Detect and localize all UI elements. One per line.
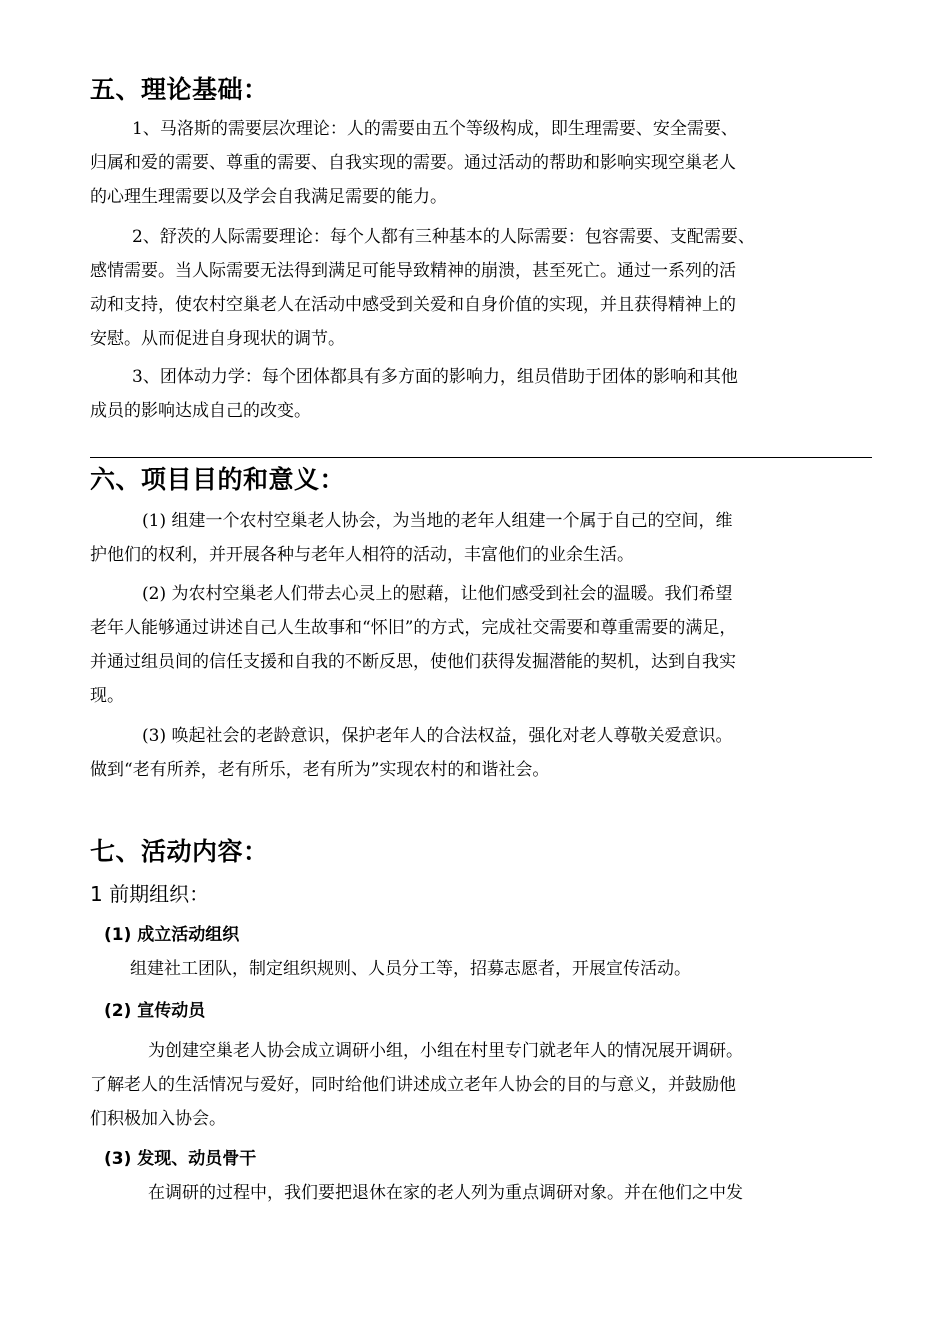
paragraph-establish [90,952,691,986]
text-line: 为创建空巢老人协会成立调研小组，小组在村里专门就老年人的情况展开调研。 [148,1041,743,1061]
item-heading-establish: (1) 成立活动组织 [104,925,240,945]
item-heading-publicity: (2) 宣传动员 [104,1001,206,1021]
text-line: 3、团体动力学：每个团体都具有多方面的影响力，组员借助于团体的影响和其他 [132,367,738,387]
text-line: 2、舒茨的人际需要理论：每个人都有三种基本的人际需要：包容需要、支配需要、 [132,227,755,247]
paragraph-purpose-2 [90,577,736,713]
text-line: 安慰。从而促进自身现状的调节。 [90,329,345,349]
text-line: 并通过组员间的信任支援和自我的不断反思，使他们获得发掘潜能的契机，达到自我实 [90,652,736,672]
text-line: (2) 为农村空巢老人们带去心灵上的慰藉，让他们感受到社会的温暖。我们希望 [142,584,733,604]
text-line: 了解老人的生活情况与爱好，同时给他们讲述成立老年人协会的目的与意义，并鼓励他 [90,1075,736,1095]
paragraph-maslow [90,112,738,214]
item-heading-backbone: (3) 发现、动员骨干 [104,1149,257,1169]
text-line: 组建社工团队，制定组织规则、人员分工等，招募志愿者，开展宣传活动。 [130,959,691,979]
section-heading-purpose: 六、项目目的和意义： [90,465,346,494]
paragraph-publicity [90,1034,743,1136]
section-heading-theory: 五、理论基础： [90,75,269,104]
text-line: 1、马洛斯的需要层次理论：人的需要由五个等级构成，即生理需要、安全需要、 [132,119,738,139]
subheading-preparation: 1 前期组织： [90,882,210,906]
section-heading-activities: 七、活动内容： [90,837,269,866]
text-line: (1) 组建一个农村空巢老人协会，为当地的老年人组建一个属于自己的空间，维 [142,511,733,531]
paragraph-schutz [90,220,755,356]
text-line: 们积极加入协会。 [90,1109,226,1129]
paragraph-purpose-1 [90,504,732,572]
text-line: 做到“老有所养，老有所乐，老有所为”实现农村的和谐社会。 [90,760,550,780]
text-line: 动和支持，使农村空巢老人在活动中感受到关爱和自身价值的实现，并且获得精神上的 [90,295,736,315]
text-line: 的心理生理需要以及学会自我满足需要的能力。 [90,187,447,207]
text-line: 感情需要。当人际需要无法得到满足可能导致精神的崩溃，甚至死亡。通过一系列的活 [90,261,736,281]
text-line: 在调研的过程中，我们要把退休在家的老人列为重点调研对象。并在他们之中发 [148,1183,743,1203]
text-line: 老年人能够通过讲述自己人生故事和“怀旧”的方式，完成社交需要和尊重需要的满足， [90,618,737,638]
section-divider [90,457,872,458]
text-line: 护他们的权利，并开展各种与老年人相符的活动，丰富他们的业余生活。 [90,545,634,565]
paragraph-group-dynamics [90,360,738,428]
text-line: (3) 唤起社会的老龄意识，保护老年人的合法权益，强化对老人尊敬关爱意识。 [142,726,733,746]
paragraph-purpose-3 [90,719,732,787]
text-line: 归属和爱的需要、尊重的需要、自我实现的需要。通过活动的帮助和影响实现空巢老人 [90,153,736,173]
text-line: 现。 [90,686,124,706]
text-line: 成员的影响达成自己的改变。 [90,401,311,421]
paragraph-backbone [90,1176,743,1210]
